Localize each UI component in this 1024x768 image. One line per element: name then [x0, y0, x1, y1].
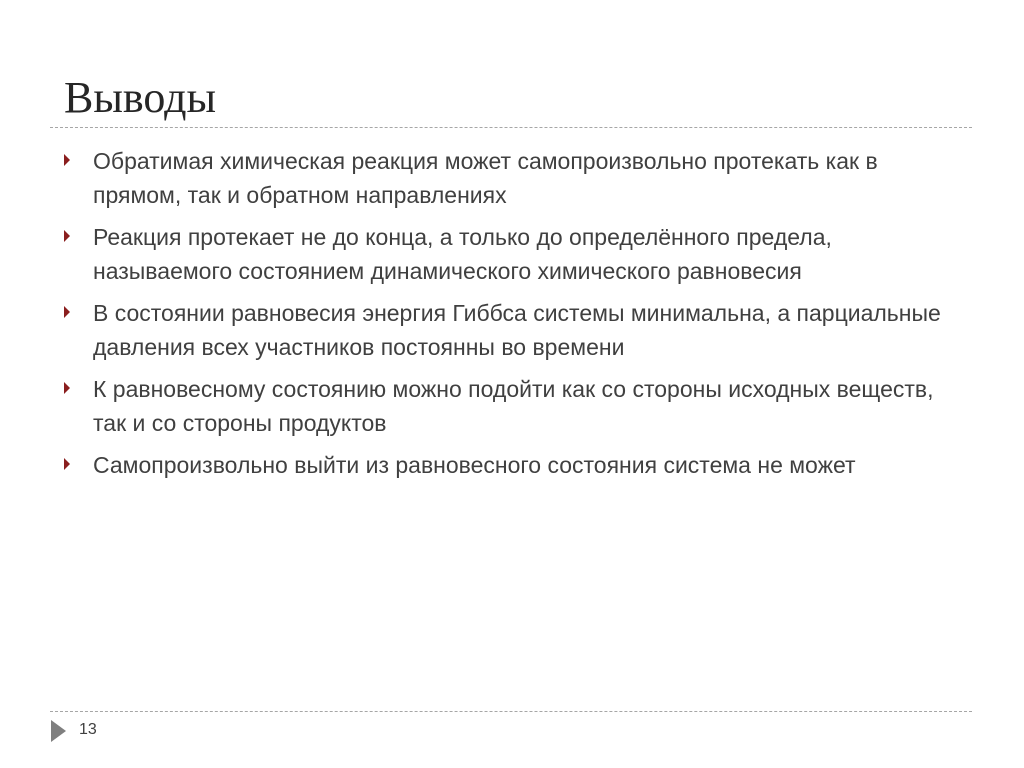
bullet-item — [60, 144, 965, 212]
triangle-footer-icon — [51, 720, 66, 742]
bullet-text: Обратимая химическая реакция может самопроизвольно протекать как в прямом, так и обратном направлениях — [93, 148, 878, 208]
triangle-bullet-icon — [64, 154, 70, 166]
triangle-bullet-icon — [64, 382, 70, 394]
bullet-item — [60, 372, 965, 440]
bullet-text: К равновесному состоянию можно подойти как со стороны исходных веществ, так и со стороны продуктов — [93, 376, 934, 436]
bullet-text: Самопроизвольно выйти из равновесного состояния система не может — [93, 452, 856, 478]
bullet-item — [60, 296, 965, 364]
bullet-item — [60, 220, 965, 288]
page-number: 13 — [79, 721, 97, 738]
triangle-bullet-icon — [64, 306, 70, 318]
triangle-bullet-icon — [64, 458, 70, 470]
bullet-item — [60, 448, 965, 482]
bullet-text: Реакция протекает не до конца, а только до определённого предела, называемого состоянием динамического химического равновесия — [93, 224, 832, 284]
bullet-list — [60, 144, 965, 490]
title-divider — [50, 127, 972, 128]
triangle-bullet-icon — [64, 230, 70, 242]
footer-divider — [50, 711, 972, 712]
bullet-text: В состоянии равновесия энергия Гиббса системы минимальна, а парциальные давления всех участников постоянны во времени — [93, 300, 941, 360]
slide-title: Выводы — [64, 73, 217, 122]
